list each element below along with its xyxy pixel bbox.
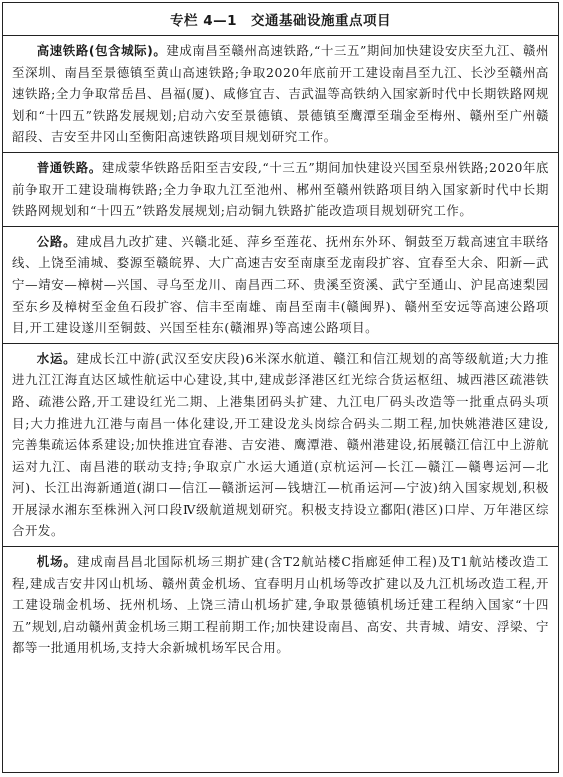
section-water-transport [12, 348, 549, 542]
section-airport [12, 551, 549, 659]
project-column-box [2, 2, 559, 773]
column-content [3, 36, 558, 659]
section-text: 建成南昌昌北国际机场三期扩建(含T2航站楼C指廊延伸工程)及T1航站楼改造工程,建成吉安井冈山机场、赣州黄金机场、宜春明月山机场等改扩建以及九江机场改造工程,开工建设瑞金机场、抚州机场、上饶三清山机场扩建,争取景德镇机场迁建工程纳入国家“十四五”规划,启动赣州黄金机场三期工程前期工作;加快建设南昌、高安、共青城、靖安、浮梁、宁都等一批通用机场,支持大余新城机场军民合用。 [12, 554, 549, 656]
section-lead: 机场。 [36, 554, 77, 570]
section-lead: 公路。 [36, 233, 77, 249]
section-regular-rail [12, 157, 549, 222]
section-lead: 普通铁路。 [36, 159, 102, 175]
section-divider [3, 546, 558, 547]
column-label: 专栏 4—1 [170, 13, 237, 29]
section-text: 建成昌九改扩建、兴赣北延、萍乡至莲花、抚州东外环、铜鼓至万载高速宜丰联络线、上饶至浦城、婺源至赣皖界、大广高速吉安至南康至龙南段扩容、宜春至大余、阳新—武宁—靖安—樟树—兴国、寻乌至龙川、南昌西二环、贵溪至资溪、武宁至通山、沪昆高速梨园至东乡及樟树至金鱼石段扩容、信丰至南雄、南昌至南丰(赣闽界)、赣州至安远等高速公路项目,开工建设遂川至铜鼓、兴国至桂东(赣湘界)等高速公路项目。 [12, 233, 549, 336]
section-divider [3, 343, 558, 344]
section-text: 建成南昌至赣州高速铁路,“十三五”期间加快建设安庆至九江、赣州至深圳、南昌至景德镇至黄山高速铁路;争取2020年底前开工建设南昌至九江、长沙至赣州高速铁路;全力争取常岳昌、昌福(厦)、咸修宜吉、吉武温等高铁纳入国家新时代中长期铁路网规划和“十四五”铁路发展规划;启动六安至景德镇、景德镇至鹰潭至瑞金至梅州、赣州至广州赣韶段、吉安至井冈山至衡阳高速铁路项目规划研究工作。 [12, 43, 549, 145]
section-divider [3, 152, 558, 153]
section-divider [3, 226, 558, 227]
section-text: 建成长江中游(武汉至安庆段)6米深水航道、赣江和信江规划的高等级航道;大力推进九江江海直达区域性航运中心建设,其中,建成彭泽港区红光综合货运枢纽、城西港区疏港铁路、疏港公路,开工建设红光二期、上港集团码头扩建、九江电厂码头改造等一批重点码头项目;大力推进九江港与南昌一体化建设,开工建设龙头岗综合码头二期工程,加快姚港港区建设,完善集疏运体系建设;加快推进宜春港、吉安港、鹰潭港、赣州港建设,拓展赣江信江中上游航运对九江、南昌港的联动支持;争取京广水运大通道(京杭运河—长江—赣江—赣粤运河—北河)、长江出海新通道(湖口—信江—赣浙运河—钱塘江—杭甬运河—宁波)纳入国家规划,积极开展渌水湘东至株洲入河口段Ⅳ级航道规划研究。积极支持设立鄱阳(港区)口岸、万年港区综合开发。 [12, 350, 549, 539]
column-title: 交通基础设施重点项目 [251, 13, 391, 29]
section-highway [12, 231, 549, 339]
section-lead: 水运。 [36, 350, 77, 366]
section-lead: 高速铁路(包含城际)。 [36, 43, 167, 58]
section-text: 建成蒙华铁路岳阳至吉安段,“十三五”期间加快建设兴国至泉州铁路;2020年底前争取开工建设瑞梅铁路;全力争取九江至池州、郴州至赣州铁路项目纳入国家新时代中长期铁路网规划和“十四五”铁路发展规划;启动铜九铁路扩能改造项目规划研究工作。 [12, 159, 549, 219]
column-header [3, 3, 558, 36]
section-high-speed-rail [12, 40, 549, 148]
